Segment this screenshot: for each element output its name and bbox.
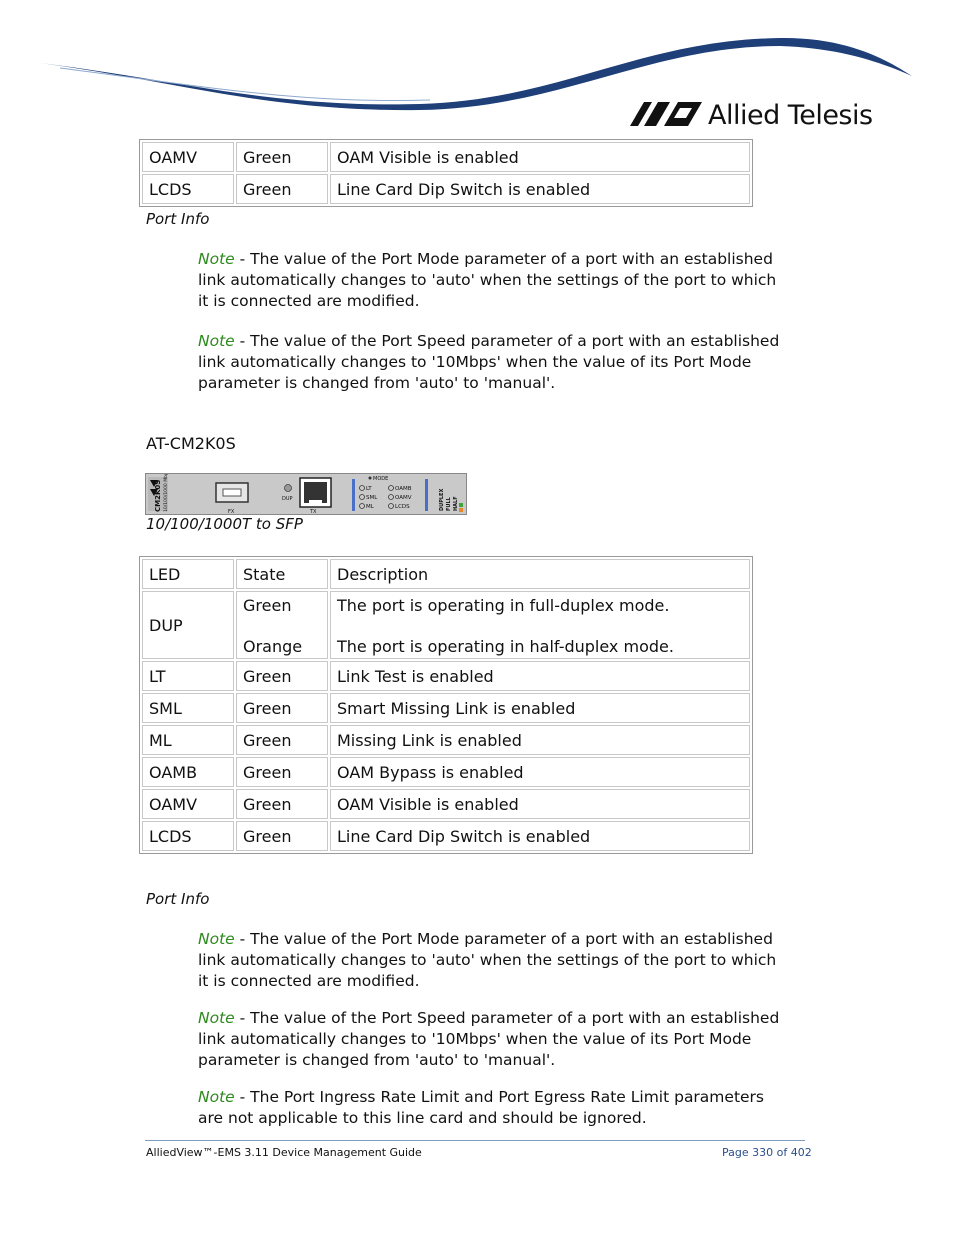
state-cell: Green <box>236 789 328 819</box>
table-row <box>142 142 750 172</box>
led-cell: OAMV <box>142 142 234 172</box>
led-cell: LCDS <box>142 821 234 851</box>
table-row <box>142 591 750 659</box>
note-paragraph <box>198 1008 788 1071</box>
footer-page-number: Page 330 of 402 <box>722 1146 812 1159</box>
line-card-illustration <box>146 474 466 514</box>
port-info-caption: Port Info <box>146 890 210 908</box>
allied-telesis-logo <box>630 100 873 132</box>
description-cell: Smart Missing Link is enabled <box>330 693 750 723</box>
dup-led-icon <box>285 485 292 492</box>
description-value: The port is operating in half-duplex mode. <box>337 637 674 656</box>
table-row <box>142 661 750 691</box>
note-text: - The value of the Port Speed parameter of a port with an established link automatically changes to '10Mbps' when the value of its Port Mode parameter is changed from 'auto' to 'manual'. <box>198 1009 780 1069</box>
note-paragraph <box>198 331 788 394</box>
led-cell: ML <box>142 725 234 755</box>
mode-label: MODE <box>373 476 389 482</box>
header-description: Description <box>330 559 750 589</box>
oamb-led-label: OAMB <box>395 486 412 492</box>
description-cell: Line Card Dip Switch is enabled <box>330 174 750 204</box>
port-info-caption: Port Info <box>146 210 210 228</box>
table-row <box>142 693 750 723</box>
note-label: Note <box>198 930 235 948</box>
note-paragraph <box>198 249 788 312</box>
sml-led-label: SML <box>366 495 378 501</box>
note-text: - The value of the Port Mode parameter of a port with an established link automatically changes to 'auto' when the settings of the port to which it is connected are modified. <box>198 930 777 990</box>
state-cell: Green <box>236 142 328 172</box>
footer-title: AlliedView™-EMS 3.11 Device Management Guide <box>146 1146 422 1159</box>
description-cell: Line Card Dip Switch is enabled <box>330 821 750 851</box>
state-cell: Green <box>236 174 328 204</box>
dup-label: DUP <box>282 496 293 502</box>
description-cell: OAM Visible is enabled <box>330 142 750 172</box>
description-cell: Missing Link is enabled <box>330 725 750 755</box>
state-value: Orange <box>243 637 303 656</box>
ml-led-label: ML <box>366 504 374 510</box>
header-state: State <box>236 559 328 589</box>
state-cell <box>236 591 328 659</box>
table-row <box>142 789 750 819</box>
card-caption: 10/100/1000T to SFP <box>146 515 303 533</box>
table-row <box>142 757 750 787</box>
state-cell: Green <box>236 725 328 755</box>
oamv-led-label: OAMV <box>395 495 412 501</box>
note-paragraph <box>198 1087 788 1129</box>
card-model-label: CM2K0S <box>154 479 162 512</box>
led-table <box>139 556 753 854</box>
led-cell: LCDS <box>142 174 234 204</box>
description-cell: Link Test is enabled <box>330 661 750 691</box>
footer-divider <box>145 1140 805 1141</box>
led-cell: OAMB <box>142 757 234 787</box>
header-led: LED <box>142 559 234 589</box>
note-label: Note <box>198 1088 235 1106</box>
led-cell: OAMV <box>142 789 234 819</box>
description-cell: OAM Visible is enabled <box>330 789 750 819</box>
logo-text: Allied Telesis <box>708 100 873 131</box>
table-row <box>142 821 750 851</box>
fx-label: FX <box>228 509 235 514</box>
description-cell <box>330 591 750 659</box>
tx-label: TX <box>310 509 317 514</box>
note-label: Note <box>198 1009 235 1027</box>
duplex-label: DUPLEX <box>439 488 445 511</box>
section-heading: AT-CM2K0S <box>146 434 236 453</box>
full-label: FULL <box>446 497 452 511</box>
led-cell: LT <box>142 661 234 691</box>
state-cell: Green <box>236 757 328 787</box>
led-cell: SML <box>142 693 234 723</box>
state-cell: Green <box>236 693 328 723</box>
table-header-row <box>142 559 750 589</box>
led-table-continued <box>139 139 753 207</box>
half-label: HALF <box>453 496 459 511</box>
card-speed-label: 10/100/1000 Mbps <box>164 474 169 512</box>
table-row <box>142 725 750 755</box>
note-text: - The Port Ingress Rate Limit and Port Egress Rate Limit parameters are not applicable to this line card and should be ignored. <box>198 1088 765 1127</box>
led-cell: DUP <box>142 591 234 659</box>
line-card-image <box>145 473 467 515</box>
note-label: Note <box>198 250 235 268</box>
state-cell: Green <box>236 661 328 691</box>
state-value: Green <box>243 596 292 615</box>
note-text: - The value of the Port Mode parameter of a port with an established link automatically changes to 'auto' when the settings of the port to which it is connected are modified. <box>198 250 777 310</box>
state-cell: Green <box>236 821 328 851</box>
lcds-led-label: LCDS <box>395 504 410 510</box>
table-row <box>142 174 750 204</box>
allied-telesis-mark-icon <box>630 100 704 128</box>
lt-led-label: LT <box>366 486 372 492</box>
description-cell: OAM Bypass is enabled <box>330 757 750 787</box>
note-label: Note <box>198 332 235 350</box>
note-text: - The value of the Port Speed parameter of a port with an established link automatically changes to '10Mbps' when the value of its Port Mode parameter is changed from 'auto' to 'manual'. <box>198 332 780 392</box>
note-paragraph <box>198 929 788 992</box>
description-value: The port is operating in full-duplex mode. <box>337 596 670 615</box>
